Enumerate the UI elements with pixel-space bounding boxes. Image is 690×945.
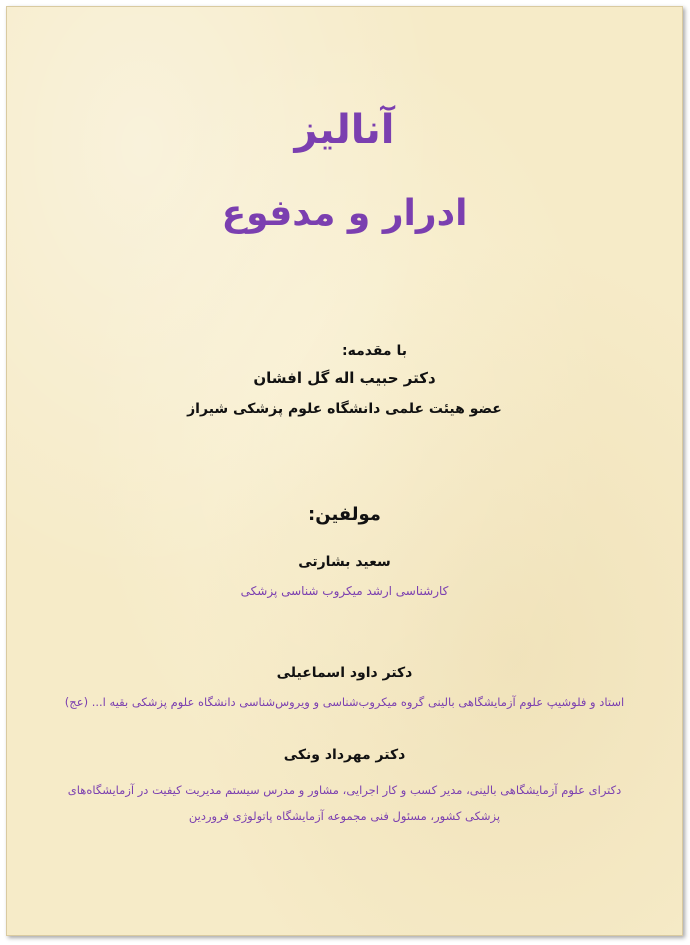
book-title-line-2: ادرار و مدفوع [221, 193, 468, 234]
book-title-line-1: آنالیز [294, 107, 395, 153]
intro-label: با مقدمه: [342, 343, 407, 359]
author-1-affiliation: کارشناسی ارشد میکروب شناسی پزشکی [240, 584, 449, 598]
author-1-name: سعید بشارتی [298, 554, 391, 570]
author-3-name: دکتر مهرداد ونکی [283, 747, 406, 763]
author-2-affiliation: استاد و فلوشیپ علوم آزمایشگاهی بالینی گروه میکروب‌شناسی و ویروس‌شناسی دانشگاه علوم پزشکی بقیه ا... (عج) [64, 695, 625, 709]
author-3-affiliation: دکترای علوم آزمایشگاهی بالینی، مدیر کسب و کار اجرایی، مشاور و مدرس سیستم مدیریت کیفیت در آزمایشگاه‌های پزشکی کشور، مسئول فنی مجموعه آزمایشگاه پاتولوژی فروردین [67, 783, 622, 823]
authors-heading: مولفین: [308, 504, 381, 525]
book-title-page [6, 6, 683, 936]
author-2-name: دکتر داود اسماعیلی [276, 665, 413, 681]
intro-author-name: دکتر حبیب اله گل افشان [253, 369, 436, 387]
intro-author-affiliation: عضو هیئت علمی دانشگاه علوم پزشکی شیراز [187, 401, 502, 417]
